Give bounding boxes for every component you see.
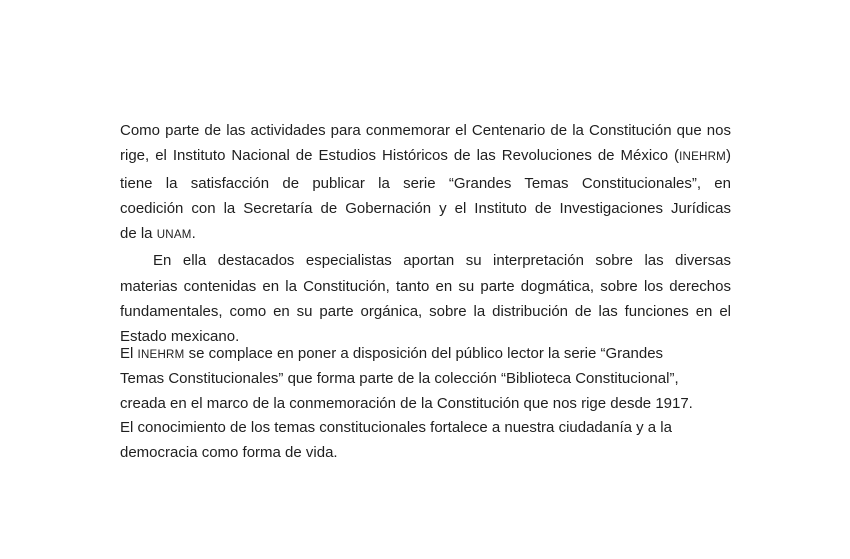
text-run: ) — [726, 147, 731, 165]
document-body — [120, 118, 731, 466]
text-line — [120, 221, 731, 248]
text-line — [120, 367, 731, 392]
text-line — [120, 248, 731, 273]
paragraph-2 — [120, 248, 731, 349]
text-run: democracia como forma de vida. — [120, 444, 338, 462]
text-line — [120, 416, 731, 441]
paragraph-1 — [120, 118, 731, 248]
acronym-smallcaps: UNAM — [156, 229, 192, 242]
text-line — [120, 143, 731, 170]
text-run: El — [120, 344, 138, 362]
text-line — [120, 342, 731, 368]
acronym-smallcaps: INEHRM — [137, 348, 185, 361]
text-run: se complace en poner a disposición del público lector la serie “Grandes — [184, 344, 664, 362]
text-line — [120, 299, 731, 324]
paragraph-3 — [120, 342, 731, 466]
text-line — [120, 441, 731, 466]
text-run: El conocimiento de los temas constitucionales fortalece a nuestra ciudadanía y a la — [120, 419, 672, 437]
text-run: Estado mexicano. — [120, 328, 240, 346]
text-line — [120, 274, 731, 299]
text-line — [120, 118, 731, 143]
text-run: creada en el marco de la conmemoración de la Constitución que nos rige desde 1917. — [120, 394, 693, 412]
text-line — [120, 196, 731, 221]
text-line — [120, 392, 731, 417]
text-run: de la — [120, 225, 157, 243]
text-run: En ella destacados especialistas aportan su interpretación sobre las diversas — [153, 252, 731, 270]
text-run: coedición con la Secretaría de Gobernación y el Instituto de Investigaciones Jurídicas — [120, 199, 731, 217]
text-run: . — [191, 225, 196, 243]
acronym-smallcaps: INEHRM — [679, 151, 726, 164]
text-run: Temas Constitucionales” que forma parte de la colección “Biblioteca Constitucional”, — [120, 370, 679, 388]
text-run: materias contenidas en la Constitución, tanto en su parte dogmática, sobre los derechos — [120, 277, 731, 295]
text-run: Como parte de las actividades para conmemorar el Centenario de la Constitución que nos — [120, 122, 731, 139]
text-run: fundamentales, como en su parte orgánica, sobre la distribución de las funciones en el — [120, 303, 731, 321]
text-line — [120, 171, 731, 196]
text-run: tiene la satisfacción de publicar la serie “Grandes Temas Constitucionales”, en — [120, 174, 731, 192]
text-run: rige, el Instituto Nacional de Estudios Históricos de las Revoluciones de México ( — [120, 147, 680, 165]
